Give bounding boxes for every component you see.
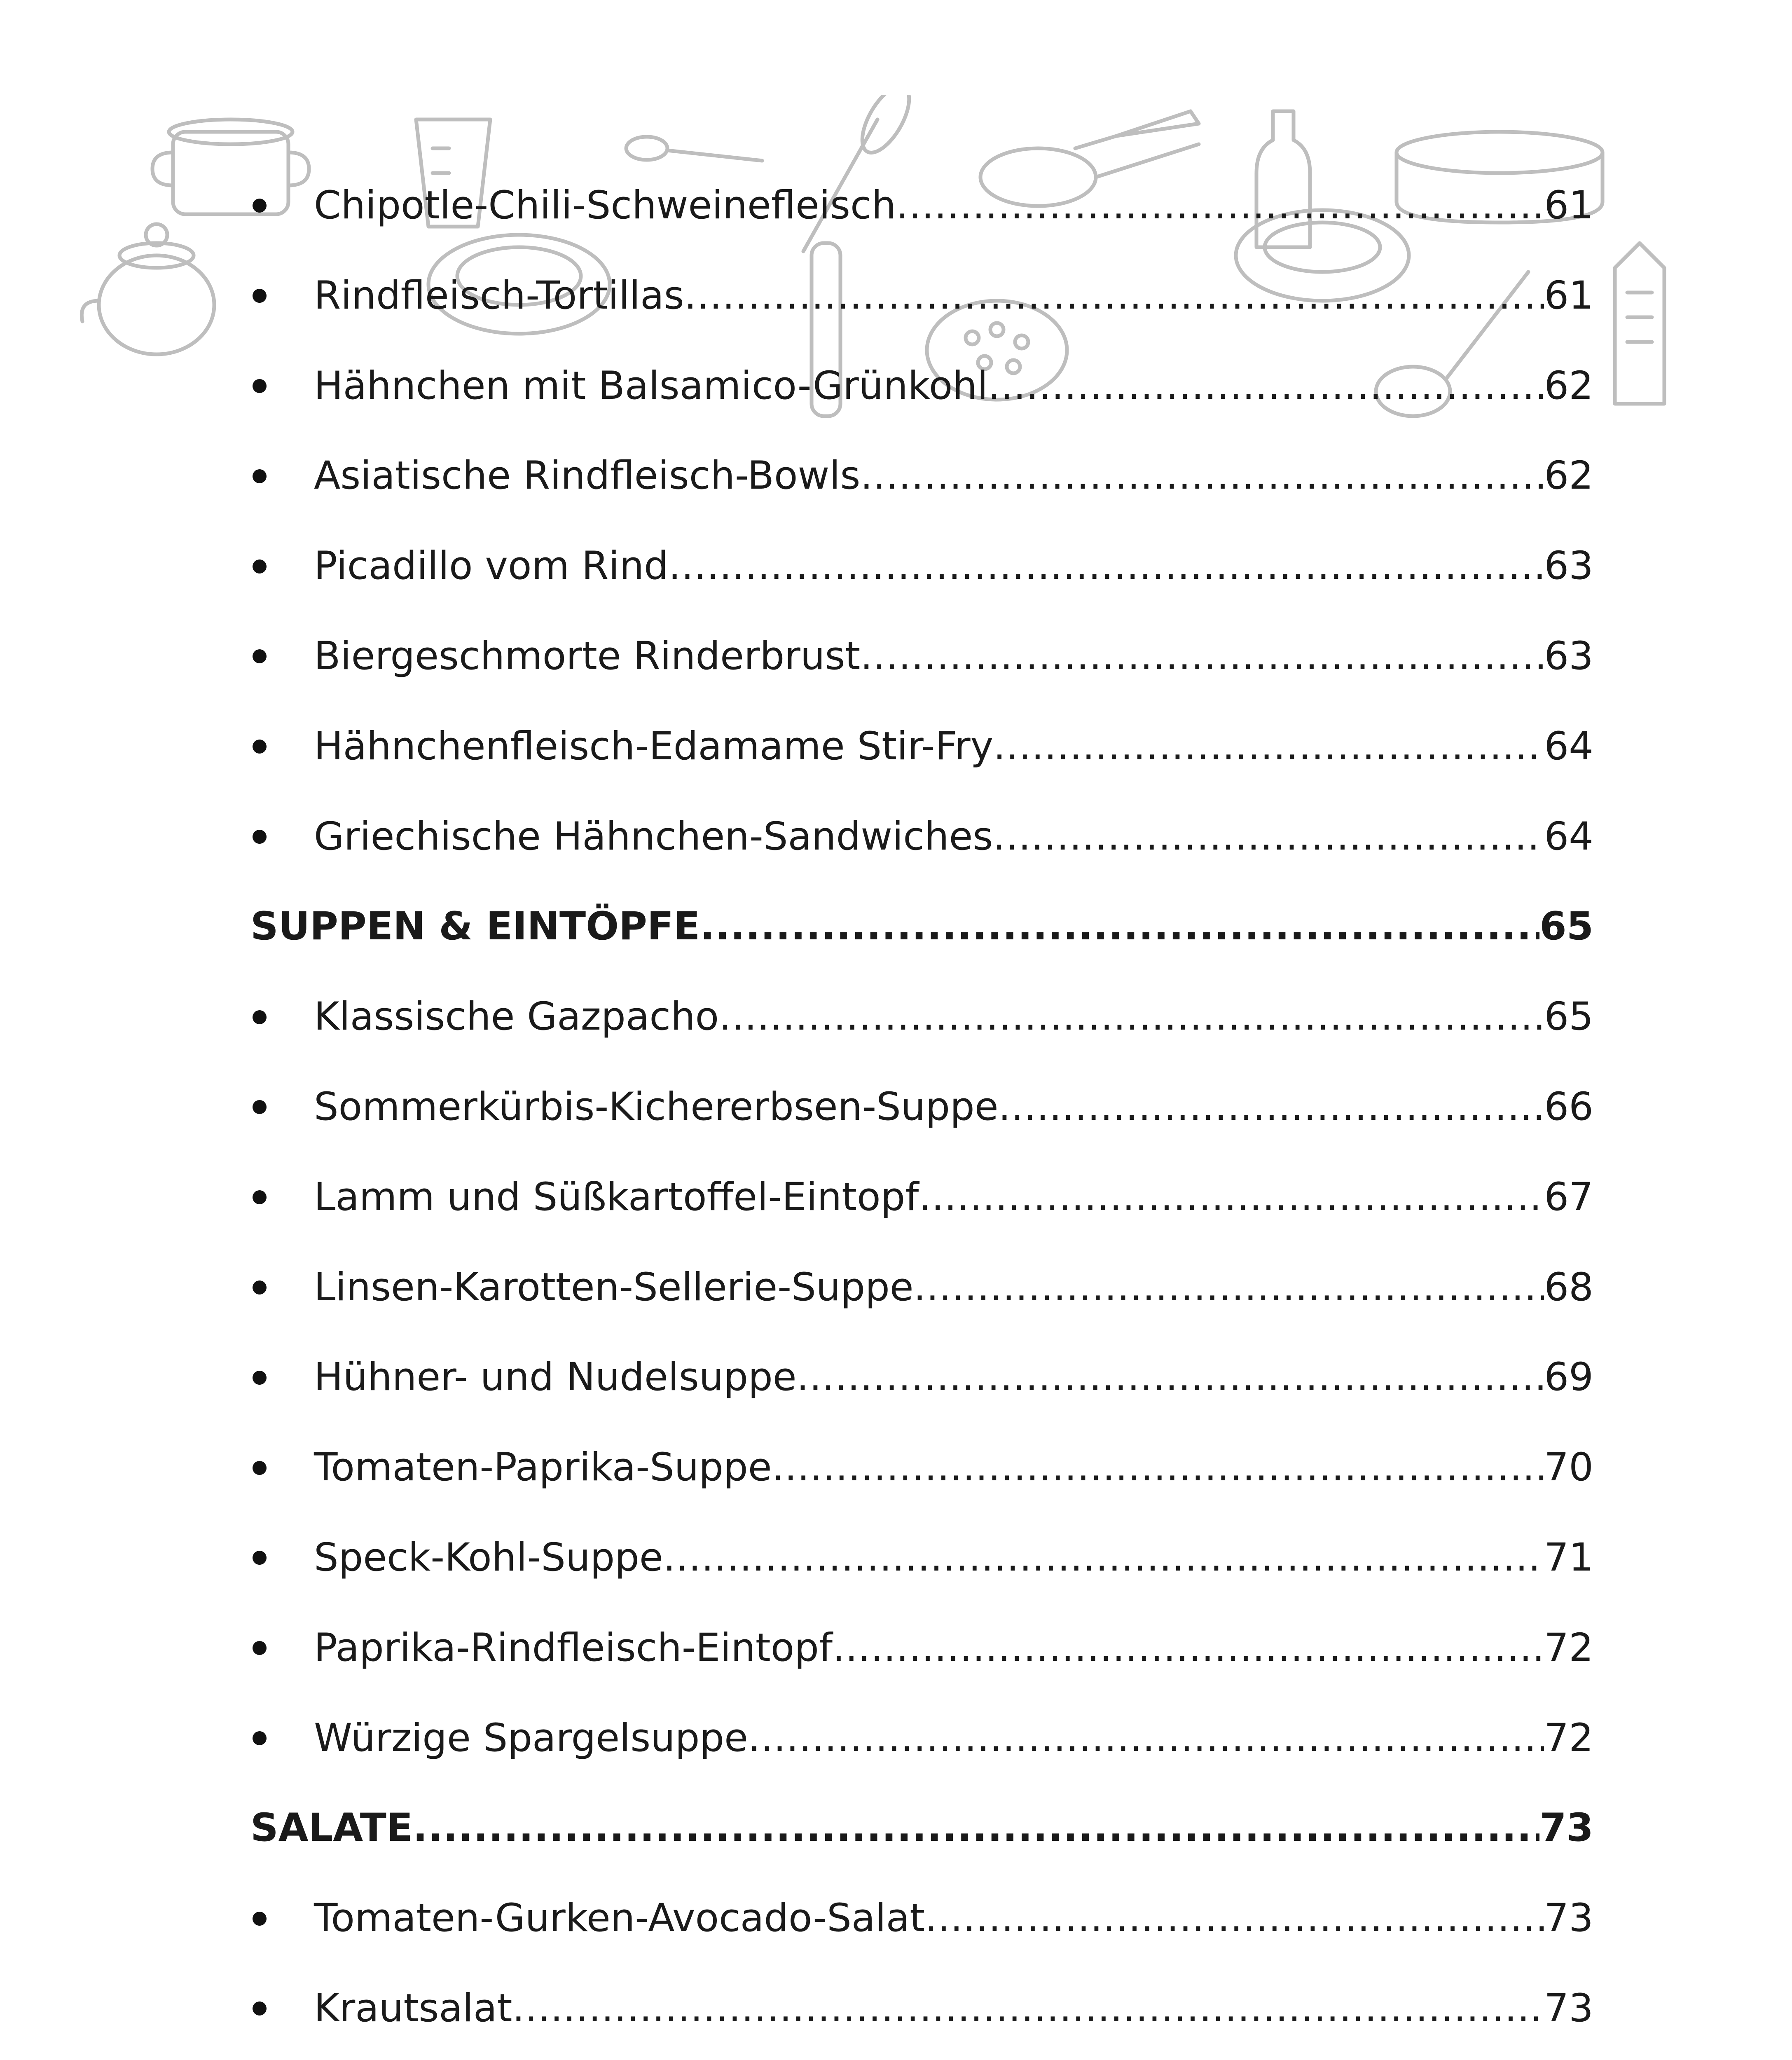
toc-entry[interactable] <box>250 521 1593 611</box>
toc-page-number: 62 <box>1544 363 1593 408</box>
toc-entry-title: Chipotle-Chili-Schweinefleisch <box>314 183 896 228</box>
dot-leader <box>684 251 1544 341</box>
toc-entry[interactable] <box>250 431 1593 521</box>
toc-page-number: 64 <box>1544 723 1593 769</box>
toc-page-number: 63 <box>1544 543 1593 589</box>
toc-page-number: 62 <box>1544 453 1593 499</box>
dot-leader <box>925 1873 1544 1964</box>
toc-entry-title: Klassische Gazpacho <box>314 994 719 1039</box>
spoon-icon <box>626 137 762 161</box>
dot-leader <box>748 1693 1544 1784</box>
toc-page-number: 68 <box>1544 1264 1593 1310</box>
dot-leader <box>1028 2054 1544 2060</box>
toc-entry[interactable] <box>250 1062 1593 1152</box>
dot-leader <box>988 341 1544 431</box>
dot-leader <box>896 161 1544 251</box>
toc-page-number: 67 <box>1544 1174 1593 1220</box>
bullet-icon <box>253 792 269 882</box>
dot-leader <box>413 1783 1539 1873</box>
toc-entry[interactable] <box>250 702 1593 792</box>
toc-entry-title: Picadillo vom Rind <box>314 543 669 589</box>
toc-entry-title: SALATE <box>250 1805 413 1851</box>
dot-leader <box>797 1332 1544 1423</box>
toc-entry[interactable] <box>250 611 1593 702</box>
toc-page-number: 61 <box>1544 183 1593 228</box>
knife-icon <box>1075 111 1199 148</box>
toc-section-heading[interactable] <box>250 1783 1593 1873</box>
bullet-icon <box>253 521 269 611</box>
dot-leader <box>833 1603 1544 1693</box>
bullet-icon <box>253 1062 269 1152</box>
toc-entry[interactable] <box>250 1873 1593 1964</box>
bullet-icon <box>253 611 269 702</box>
toc-entry[interactable] <box>250 1423 1593 1513</box>
toc-entry[interactable] <box>250 251 1593 341</box>
dot-leader <box>999 1062 1544 1152</box>
toc-entry-title: SUPPEN & EINTÖPFE <box>250 904 700 949</box>
toc-page-number: 73 <box>1544 1985 1593 2031</box>
dot-leader <box>772 1423 1544 1513</box>
toc-entry[interactable] <box>250 1332 1593 1423</box>
toc-entry[interactable] <box>250 972 1593 1062</box>
toc-page-number: 66 <box>1544 1084 1593 1129</box>
bullet-icon <box>253 972 269 1062</box>
bullet-icon <box>253 1332 269 1423</box>
toc-entry[interactable] <box>250 2054 1593 2060</box>
toc-page-number: 69 <box>1544 1355 1593 1400</box>
dot-leader <box>669 521 1544 611</box>
toc-entry-title: Speck-Kohl-Suppe <box>314 1535 663 1580</box>
toc-page-number: 72 <box>1544 1625 1593 1670</box>
toc-page-number: 71 <box>1544 1535 1593 1580</box>
toc-entry-title: Tomaten-Gurken-Avocado-Salat <box>314 1896 925 1941</box>
toc-entry[interactable] <box>250 1152 1593 1243</box>
toc-entry-title: Paprika-Rindfleisch-Eintopf <box>314 1625 833 1670</box>
toc-entry[interactable] <box>250 1603 1593 1693</box>
grater-icon <box>1615 243 1664 404</box>
bullet-icon <box>253 251 269 341</box>
dot-leader <box>700 882 1539 972</box>
toc-entry[interactable] <box>250 1693 1593 1784</box>
bullet-icon <box>253 1423 269 1513</box>
toc-entry-title: Hühner- und Nudelsuppe <box>314 1355 797 1400</box>
toc-page-number: 65 <box>1539 904 1593 949</box>
toc-entry[interactable] <box>250 161 1593 251</box>
toc-entry-title <box>314 2054 1028 2060</box>
toc-entry[interactable] <box>250 341 1593 431</box>
bullet-icon <box>253 1243 269 1333</box>
toc-page-number: 64 <box>1544 814 1593 859</box>
toc-entry-title: Hähnchen mit Balsamico-Grünkohl <box>314 363 988 408</box>
dot-leader <box>993 792 1544 882</box>
dot-leader <box>919 1152 1544 1243</box>
toc-entry-title: Krautsalat <box>314 1985 512 2031</box>
sugar-bowl-icon <box>82 224 214 354</box>
toc-page-number: 65 <box>1544 994 1593 1039</box>
toc-entry-title: Griechische Hähnchen-Sandwiches <box>314 814 993 859</box>
dot-leader <box>914 1243 1544 1333</box>
dot-leader <box>512 1964 1544 2054</box>
dot-leader <box>993 702 1544 792</box>
toc-entry-title: Lamm und Süßkartoffel-Eintopf <box>314 1174 919 1220</box>
toc-page-number: 63 <box>1544 633 1593 679</box>
dot-leader <box>719 972 1544 1062</box>
toc-page-number: 73 <box>1539 1805 1593 1851</box>
dot-leader <box>663 1513 1544 1603</box>
dot-leader <box>861 431 1544 521</box>
toc-entry-title: Rindfleisch-Tortillas <box>314 273 684 318</box>
toc-entry-title: Biergeschmorte Rinderbrust <box>314 633 861 679</box>
toc-page-number: 73 <box>1544 1896 1593 1941</box>
toc-entry-title: Tomaten-Paprika-Suppe <box>314 1445 772 1490</box>
toc-entry-title: Asiatische Rindfleisch-Bowls <box>314 453 861 499</box>
bullet-icon <box>253 161 269 251</box>
toc-page-number: 61 <box>1544 273 1593 318</box>
toc-entry-title: Würzige Spargelsuppe <box>314 1715 748 1760</box>
bullet-icon <box>253 1152 269 1243</box>
toc-entry-title: Hähnchenfleisch-Edamame Stir-Fry <box>314 723 994 769</box>
bullet-icon <box>253 702 269 792</box>
bullet-icon <box>253 341 269 431</box>
toc-page-number: 70 <box>1544 1445 1593 1490</box>
bullet-icon <box>253 1603 269 1693</box>
bullet-icon <box>253 1513 269 1603</box>
toc-section-heading[interactable] <box>250 882 1593 972</box>
toc-entry[interactable] <box>250 1243 1593 1333</box>
bullet-icon <box>253 1873 269 1964</box>
toc-entry[interactable] <box>250 1513 1593 1603</box>
table-of-contents <box>250 161 1593 2060</box>
toc-entry[interactable] <box>250 1964 1593 2054</box>
toc-entry[interactable] <box>250 792 1593 882</box>
bullet-icon <box>253 1693 269 1784</box>
bullet-icon <box>253 2054 269 2060</box>
toc-page-number: 72 <box>1544 1715 1593 1760</box>
dot-leader <box>860 611 1544 702</box>
toc-page-number <box>1544 2054 1593 2060</box>
toc-entry-title: Linsen-Karotten-Sellerie-Suppe <box>314 1264 914 1310</box>
bullet-icon <box>253 1964 269 2054</box>
toc-entry-title: Sommerkürbis-Kichererbsen-Suppe <box>314 1084 999 1129</box>
bullet-icon <box>253 431 269 521</box>
